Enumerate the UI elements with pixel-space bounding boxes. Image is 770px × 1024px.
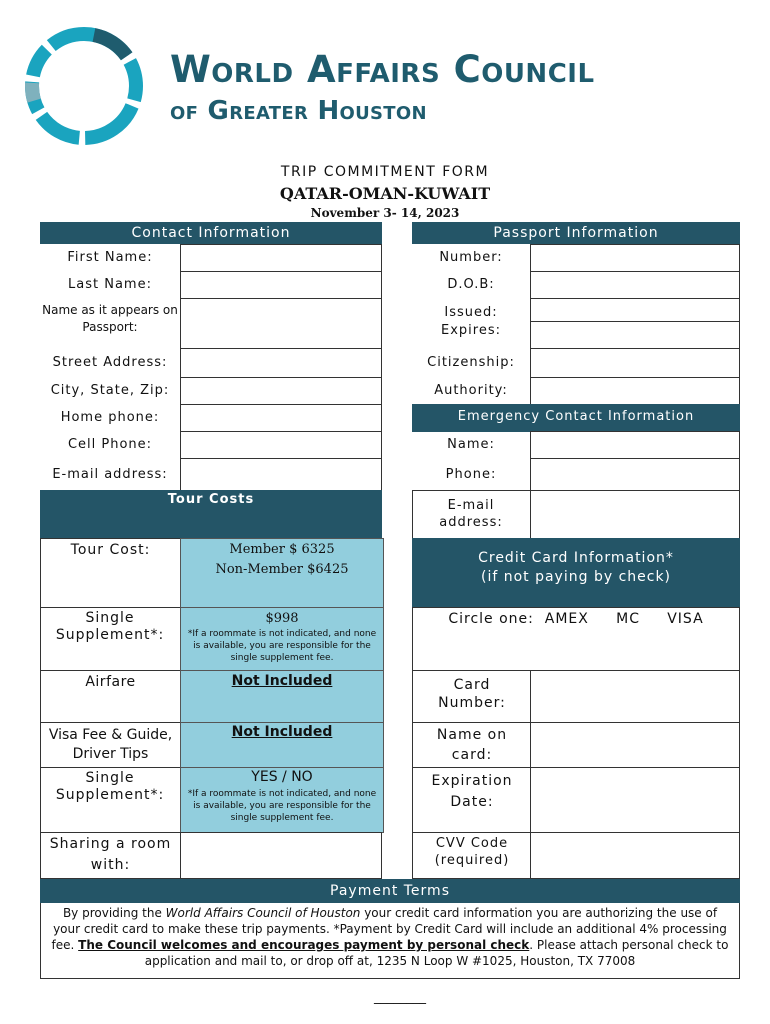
nonmember-price: Non-Member $6425 (215, 562, 349, 577)
last-name-label: Last Name: (68, 277, 152, 292)
sharing-label: Sharing a room with: (49, 836, 172, 873)
emergency-email-label: E-mail address: (439, 498, 503, 530)
home-phone-label: Home phone: (60, 410, 160, 425)
single-supp2-label: Single Supplement*: (55, 770, 165, 803)
credit-header (412, 538, 740, 608)
form-title: TRIP COMMITMENT FORM (280, 164, 490, 180)
authority-label: Authority: (434, 383, 508, 398)
first-name-label: First Name: (67, 250, 153, 265)
member-price: Member $ 6325 (229, 542, 335, 557)
credit-header-line2: (if not paying by check) (480, 569, 672, 585)
card-number-field[interactable] (530, 670, 740, 723)
expiration-label: Expiration Date: (431, 773, 513, 810)
citizenship-label: Citizenship: (427, 355, 515, 370)
sharing-field[interactable] (180, 832, 382, 879)
street-field[interactable] (180, 348, 382, 378)
emergency-name-label: Name: (447, 437, 495, 452)
issued-label: Issued: (444, 304, 498, 320)
trip-name: QATAR-OMAN-KUWAIT (279, 184, 491, 203)
last-name-field[interactable] (180, 271, 382, 299)
cell-phone-field[interactable] (180, 431, 382, 459)
org-name-line1: World Affairs Council (170, 48, 595, 91)
terms-org-name: World Affairs Council of Houston (165, 906, 361, 920)
first-name-field[interactable] (180, 244, 382, 272)
terms-part-e: . Please attach personal check to application and mail to, or drop off at, 1235 N Loop W #1025, Houston, TX 77008 (144, 938, 729, 968)
emergency-name-field[interactable] (530, 431, 740, 459)
cell-phone-label: Cell Phone: (67, 437, 153, 452)
expires-label: Expires: (441, 322, 501, 338)
single-supp-note: *If a roommate is not indicated, and none is available, you are responsible for the single supplement fee. (187, 629, 377, 663)
contact-header: Contact Information (40, 222, 382, 244)
authority-field[interactable] (530, 377, 740, 405)
dob-label: D.O.B: (447, 277, 495, 292)
single-supp2-value-box (180, 767, 384, 833)
single-supp-label: Single Supplement*: (55, 610, 165, 643)
citizenship-field[interactable] (530, 348, 740, 378)
name-on-card-field[interactable] (530, 722, 740, 768)
terms-part-c: your credit card information you are authorizing the use of your credit card to make these trip payments. *Payment by Credit Card will include an additional 4% processing fee. (51, 906, 727, 952)
single-supp2-value[interactable]: YES / NO (251, 769, 313, 785)
dob-field[interactable] (530, 271, 740, 299)
passport-header: Passport Information (412, 222, 740, 244)
terms-check-note: The Council welcomes and encourages payment by personal check (78, 938, 530, 952)
airfare-value: Not Included (231, 673, 333, 689)
tour-costs-header: Tour Costs (40, 490, 382, 538)
street-label: Street Address: (52, 355, 168, 370)
single-supp2-note: *If a roommate is not indicated, and none is available, you are responsible for the single supplement fee. (187, 789, 377, 823)
emergency-header: Emergency Contact Information (412, 404, 740, 432)
single-supp-price: $998 (265, 611, 299, 626)
passport-name-label: Name as it appears on Passport: (42, 303, 178, 334)
email-field[interactable] (180, 458, 382, 491)
visa-value-box (180, 722, 384, 768)
tour-cost-value-box (180, 538, 384, 608)
name-on-card-label: Name on card: (436, 727, 508, 763)
cvv-field[interactable] (530, 832, 740, 879)
tour-cost-label: Tour Cost: (70, 542, 151, 558)
single-supp-value-box (180, 607, 384, 671)
passport-number-label: Number: (439, 250, 503, 265)
city-field[interactable] (180, 377, 382, 405)
card-type-choice[interactable]: Circle one: AMEX MC VISA (448, 611, 704, 627)
emergency-email-field[interactable] (530, 490, 740, 539)
issued-field[interactable] (530, 298, 740, 322)
cvv-label: CVV Code (required) (434, 836, 510, 868)
emergency-phone-field[interactable] (530, 458, 740, 491)
passport-name-field[interactable] (180, 298, 382, 349)
card-number-label: Card Number: (438, 677, 506, 711)
email-label: E-mail address: (52, 466, 168, 482)
credit-header-line1: Credit Card Information* (478, 550, 674, 566)
home-phone-field[interactable] (180, 404, 382, 432)
trip-dates: November 3- 14, 2023 (310, 206, 460, 220)
expires-field[interactable] (530, 321, 740, 349)
council-logo-ring (22, 24, 146, 148)
visa-value: Not Included (231, 724, 333, 740)
org-name-line2: of Greater Houston (170, 96, 427, 126)
city-label: City, State, Zip: (50, 383, 170, 398)
airfare-label: Airfare (85, 674, 136, 690)
passport-number-field[interactable] (530, 244, 740, 272)
expiration-field[interactable] (530, 767, 740, 833)
emergency-phone-label: Phone: (445, 466, 497, 482)
payment-terms-text (40, 903, 740, 979)
signature-line: ________ (374, 990, 426, 1005)
payment-terms-header: Payment Terms (40, 879, 740, 903)
terms-part-a: By providing the (62, 906, 166, 920)
airfare-value-box (180, 670, 384, 723)
visa-label: Visa Fee & Guide, Driver Tips (48, 727, 173, 762)
